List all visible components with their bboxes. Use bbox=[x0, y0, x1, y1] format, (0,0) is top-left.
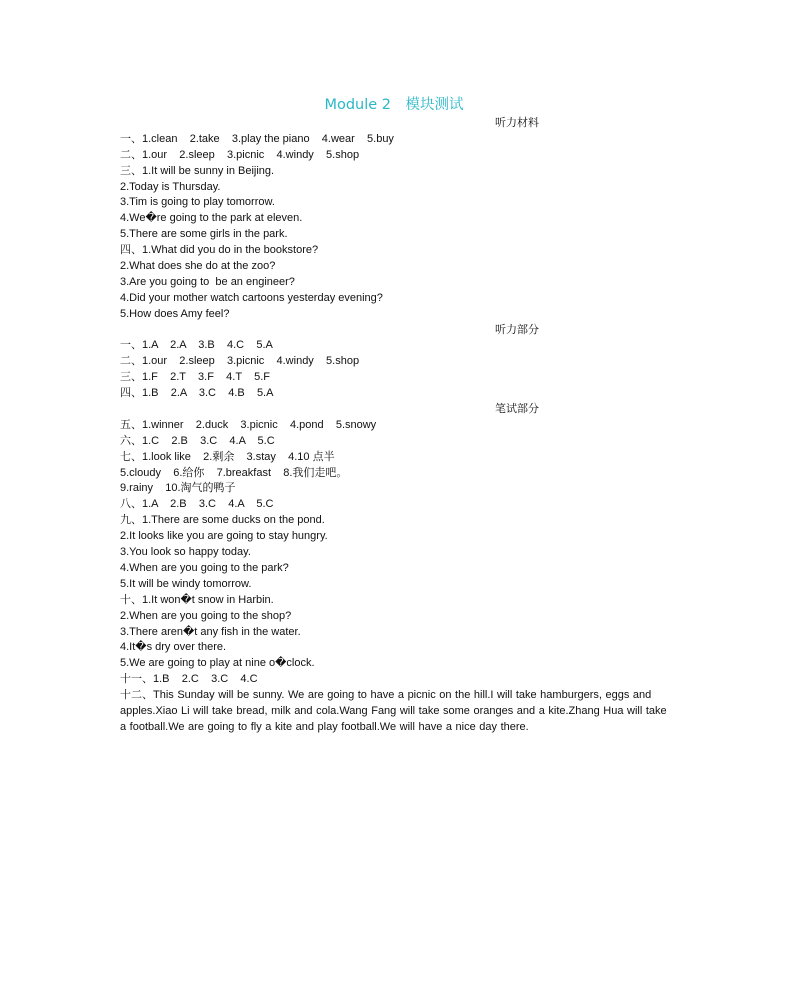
answer-line: 一、1.clean 2.take 3.play the piano 4.wear 5.buy bbox=[120, 132, 394, 145]
answer-line: 四、1.B 2.A 3.C 4.B 5.A bbox=[120, 387, 274, 400]
answer-line: 2.When are you going to the shop? bbox=[120, 609, 292, 622]
answer-line: 4.Did your mother watch cartoons yesterday evening? bbox=[120, 291, 383, 304]
answer-line: 2.Today is Thursday. bbox=[120, 180, 221, 193]
answer-line: 二、1.our 2.sleep 3.picnic 4.windy 5.shop bbox=[120, 148, 360, 161]
section-heading-listening-material: 听力材料 bbox=[495, 117, 539, 129]
answer-paragraph: 十二、This Sunday will be sunny. We are going to have a picnic on the hill.I will take hamburgers, eggs and apples.Xiao Li will take bread, milk and cola.Wang Fang will take some oranges and a kite.Zhang Hua will take a football.We are going to fly a kite and play football.We will have a nice day there. bbox=[120, 689, 667, 733]
answer-line: 十一、1.B 2.C 3.C 4.C bbox=[120, 673, 258, 686]
answer-line: 5.We are going to play at nine o�clock. bbox=[120, 657, 315, 670]
answer-line: 3.You look so happy today. bbox=[120, 546, 251, 559]
answer-line: 二、1.our 2.sleep 3.picnic 4.windy 5.shop bbox=[120, 355, 360, 368]
answer-line: 4.When are you going to the park? bbox=[120, 561, 289, 574]
answer-line: 5.It will be windy tomorrow. bbox=[120, 577, 252, 590]
answer-line: 4.We�re going to the park at eleven. bbox=[120, 212, 303, 225]
answer-line: 2.What does she do at the zoo? bbox=[120, 260, 276, 273]
section-heading-written-answers: 笔试部分 bbox=[495, 403, 539, 416]
answer-content bbox=[120, 116, 670, 736]
answer-line: 9.rainy 10.淘气的鸭子 bbox=[120, 482, 236, 495]
answer-line: 4.It�s dry over there. bbox=[120, 641, 227, 654]
answer-line: 三、1.F 2.T 3.F 4.T 5.F bbox=[120, 371, 270, 384]
answer-line: 5.There are some girls in the park. bbox=[120, 228, 288, 241]
answer-line: 3.Are you going to be an engineer? bbox=[120, 275, 295, 288]
answer-line: 五、1.winner 2.duck 3.picnic 4.pond 5.snowy bbox=[120, 418, 377, 431]
answer-line: 三、1.It will be sunny in Beijing. bbox=[120, 164, 275, 177]
answer-line: 2.It looks like you are going to stay hungry. bbox=[120, 530, 328, 543]
answer-line: 一、1.A 2.A 3.B 4.C 5.A bbox=[120, 339, 273, 352]
answer-line: 四、1.What did you do in the bookstore? bbox=[120, 244, 319, 257]
answer-line: 九、1.There are some ducks on the pond. bbox=[120, 514, 325, 527]
page-title: Module 2 模块测试 bbox=[324, 97, 464, 113]
answer-line: 十、1.It won�t snow in Harbin. bbox=[120, 593, 274, 606]
answer-line: 5.cloudy 6.给你 7.breakfast 8.我们走吧。 bbox=[120, 466, 348, 479]
answer-line: 六、1.C 2.B 3.C 4.A 5.C bbox=[120, 434, 275, 447]
answer-line: 八、1.A 2.B 3.C 4.A 5.C bbox=[120, 498, 274, 511]
answer-line: 3.There aren�t any fish in the water. bbox=[120, 625, 301, 638]
answer-line: 5.How does Amy feel? bbox=[120, 307, 230, 320]
answer-line: 3.Tim is going to play tomorrow. bbox=[120, 196, 275, 209]
answer-line: 七、1.look like 2.剩余 3.stay 4.10 点半 bbox=[120, 450, 335, 463]
section-heading-listening-answers: 听力部分 bbox=[495, 323, 539, 336]
